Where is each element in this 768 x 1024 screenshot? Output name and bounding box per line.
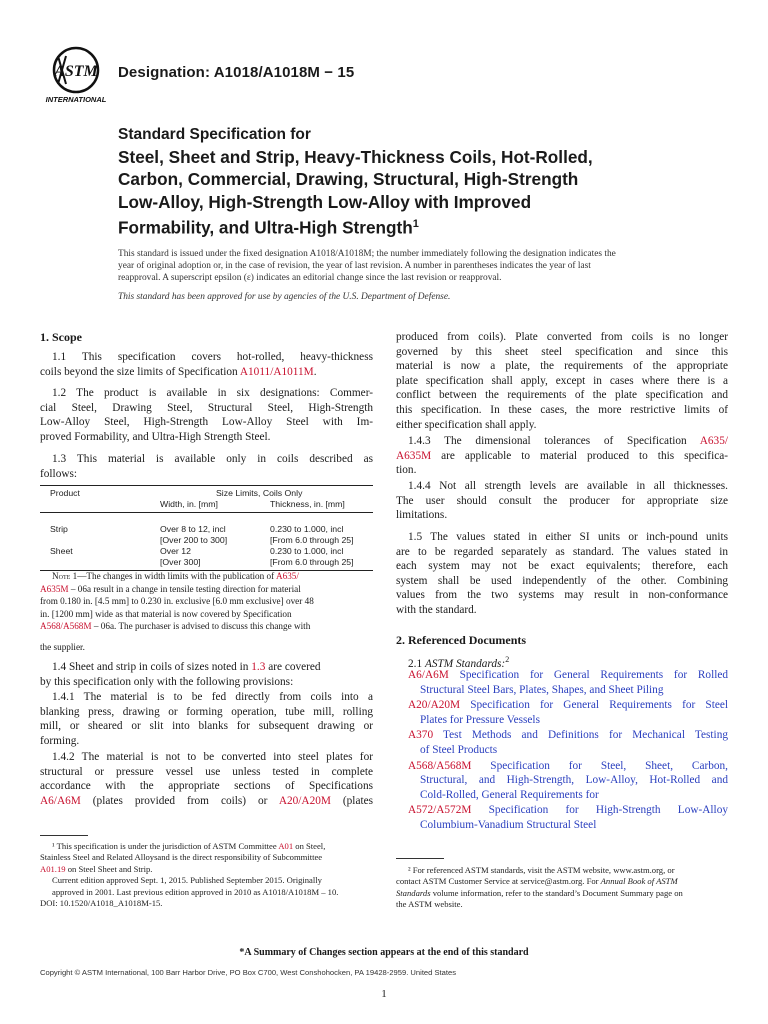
reference-list — [408, 668, 728, 833]
link-a568[interactable]: A568/A568M — [40, 621, 92, 631]
table-cell-width: Over 12 — [160, 546, 191, 556]
col-header-group: Size Limits, Coils Only — [216, 488, 303, 498]
link-a6[interactable]: A6/A6M — [40, 794, 81, 807]
col-header-width: Width, in. [mm] — [160, 499, 218, 509]
section-heading-scope: 1. Scope — [40, 330, 82, 344]
reference-item[interactable]: A568/A568M Specification for Steel, Sheet, Carbon, Structural, and High-Strength, Low-Alloy, Hot-Rolled and Cold-Rolled, General Requirements for — [408, 759, 728, 801]
table-cell-thickness: [From 6.0 through 25] — [270, 535, 354, 545]
paragraph-2-1: 2.1 ASTM Standards:$^2$ — [408, 655, 510, 670]
footnote-divider — [40, 835, 88, 836]
paragraph-1-1: 1.1 This specification covers hot-rolled, heavy-thickness coils beyond the size limits of Specification A1011/A1011M. — [40, 351, 373, 378]
ref-code-a572: A572/A572M — [408, 804, 472, 817]
section-heading-referenced-documents: 2. Referenced Documents — [396, 633, 527, 647]
table-cell-thickness: 0.230 to 1.000, incl — [270, 546, 344, 556]
col-header-product: Product — [50, 488, 80, 498]
link-a20[interactable]: A20/A20M — [278, 794, 331, 807]
table-cell-width: Over 8 to 12, incl — [160, 524, 226, 534]
table-cell-width: [Over 300] — [160, 557, 201, 567]
link-a635m[interactable]: A635M — [396, 449, 432, 462]
link-subcommittee-a01-19[interactable]: A01.19 — [40, 863, 66, 874]
table-cell-product: Sheet — [50, 546, 73, 556]
dod-approval-note: This standard has been approved for use by agencies of the U.S. Department of Defense. — [118, 292, 451, 302]
footnote-divider — [396, 858, 444, 859]
title-line: Low-Alloy, High-Strength Low-Alloy with Improved — [118, 191, 532, 212]
link-committee-a01[interactable]: A01 — [278, 841, 294, 851]
link-a635m[interactable]: A635M — [40, 583, 69, 594]
paragraph-1-4-2: 1.4.2 The material is not to be converted into steel plates for structural or pressure vessel use unless tested in complete accordance with the appropriate sections of Specifications A6/A6M (plates provided from coils) or A20/A20M (plates — [40, 751, 374, 807]
paragraph-1-4: 1.4 Sheet and strip in coils of sizes noted in 1.3 are covered by this specification only with the following provisions: — [40, 661, 321, 688]
reference-item[interactable]: A6/A6M Specification for General Requirements for Rolled Structural Steel Bars, Plates, Shapes, and Sheet Piling — [408, 669, 729, 696]
summary-of-changes-note: *A Summary of Changes section appears at the end of this standard — [239, 947, 529, 958]
title-footnote-mark: 1 — [412, 217, 419, 230]
logo-initials: ASTM — [54, 63, 98, 80]
link-a1011[interactable]: A1011/A1011M — [239, 365, 314, 378]
title-line: Formability, and Ultra-High Strength$^1$ — [118, 217, 419, 238]
note-1: Note 1—The changes in width limits with the publication of A635/ A635M – 06a result in a change in tensile testing direction for material from 0.180 in. [4.5 mm] to 0.230 in. exclusive [6.0 mm exclusive] over 48 in. [1200 mm] wide as that material is now covered by Specification A568/A568M – 06a. The purchaser is advised to discuss this change with the supplier. — [40, 571, 314, 652]
designation: Designation: A1018/A1018M − 15 — [118, 64, 355, 81]
issuance-note: This standard is issued under the fixed designation A1018/A1018M; the number immediately following the designation indicates the year of original adoption or, in the case of revision, the year of last revision. A number in parentheses indicates the year of last reapproval. A superscript epsilon (ε) indicates an editorial change since the last revision or reapproval. — [118, 249, 616, 284]
link-a635[interactable]: A635/ — [699, 435, 728, 447]
standard-for-label: Standard Specification for — [118, 126, 311, 143]
table-cell-width: [Over 200 to 300] — [160, 535, 228, 545]
ref-code-a6: A6/A6M — [408, 669, 449, 681]
ref-code-a370: A370 — [408, 729, 434, 742]
paragraph-1-4-2-continued: produced from coils). Plate converted from coils is no longer governed by this sheet steel specification and since this material is now a plate, the requirements of the appropriate plate specification shall apply, except in cases where there is a conflict between the requirements of the plate specification and this specification. In these cases, the more restrictive limits of either specification shall apply. — [396, 331, 728, 431]
astm-logo — [40, 44, 112, 106]
paragraph-1-2: 1.2 The product is available in six designations: Commer- cial Steel, Drawing Steel, Structural Steel, High-Strength Low-Alloy Steel, High-Strength Low-Alloy Steel with Im- proved Formability, and Ultra-High Strength Steel. — [40, 387, 373, 443]
paragraph-1-3: 1.3 This material is available only in coils described as follows: — [40, 453, 373, 480]
reference-item[interactable]: A572/A572M Specification for High-Strength Low-Alloy Columbium-Vanadium Structural Steel — [408, 804, 728, 831]
paragraph-1-4-4: 1.4.4 Not all strength levels are available in all thicknesses. The user should consult the producer for appropriate size limitations. — [396, 480, 728, 522]
ref-code-a568: A568/A568M — [408, 759, 472, 772]
footnote-2: ² For referenced ASTM standards, visit the ASTM website, www.astm.org, or contact ASTM Customer Service at service@astm.org. For Annual Book of ASTM Standards volume information, refer to the standard’s Document Summary page on the ASTM website. — [396, 865, 683, 910]
table-cell-thickness: [From 6.0 through 25] — [270, 557, 354, 567]
link-section-1-3[interactable]: 1.3 — [251, 661, 266, 673]
reference-item[interactable]: A20/A20M Specification for General Requirements for Steel Plates for Pressure Vessels — [408, 699, 729, 726]
table-cell-product: Strip — [50, 524, 68, 534]
table-cell-thickness: 0.230 to 1.000, incl — [270, 524, 344, 534]
document-title — [118, 146, 718, 239]
footnote-1: ¹ This specification is under the jurisdiction of ASTM Committee A01 on Steel, Stainless Steel and Related Alloysand is the direct responsibility of Subcommittee A01.19 on Steel Sheet and Strip. Current edition approved Sept. 1, 2015. Published September 2015. Originally approved in 2001. Last previous edition approved in 2010 as A1018/A1018M – 10. DOI: 10.1520/A1018_A1018M-15. — [40, 841, 339, 909]
title-line: Carbon, Commercial, Drawing, Structural, High-Strength — [118, 169, 579, 190]
paragraph-1-4-3: 1.4.3 The dimensional tolerances of Specification A635/ A635M are applicable to material produced to this specifica- tion. — [396, 435, 728, 477]
paragraph-1-5: 1.5 The values stated in either SI units or inch-pound units are to be regarded separately as standard. The values stated in each system may not be exact equivalents; therefore, each system shall be used independently of the other. Combining values from the two systems may result in non-conformance with the standard. — [396, 531, 728, 616]
ref-code-a20: A20/A20M — [408, 699, 461, 712]
title-line: Steel, Sheet and Strip, Heavy-Thickness Coils, Hot-Rolled, — [118, 147, 593, 167]
col-header-thickness: Thickness, in. [mm] — [270, 499, 345, 509]
link-a635[interactable]: A635/ — [275, 571, 299, 581]
paragraph-1-4-1: 1.4.1 The material is to be fed directly from coils into a blanking press, drawing or forming operation, tube mill, rolling mill, or sheared or slit into blanks for subsequent drawing or forming. — [40, 691, 373, 747]
copyright-line: Copyright © ASTM International, 100 Barr Harbor Drive, PO Box C700, West Conshohocken, PA 19428-2959. United States — [40, 968, 457, 977]
reference-item[interactable]: A370 Test Methods and Definitions for Mechanical Testing of Steel Products — [408, 729, 728, 756]
page-number: 1 — [381, 988, 387, 1000]
logo-text: INTERNATIONAL — [45, 95, 107, 104]
